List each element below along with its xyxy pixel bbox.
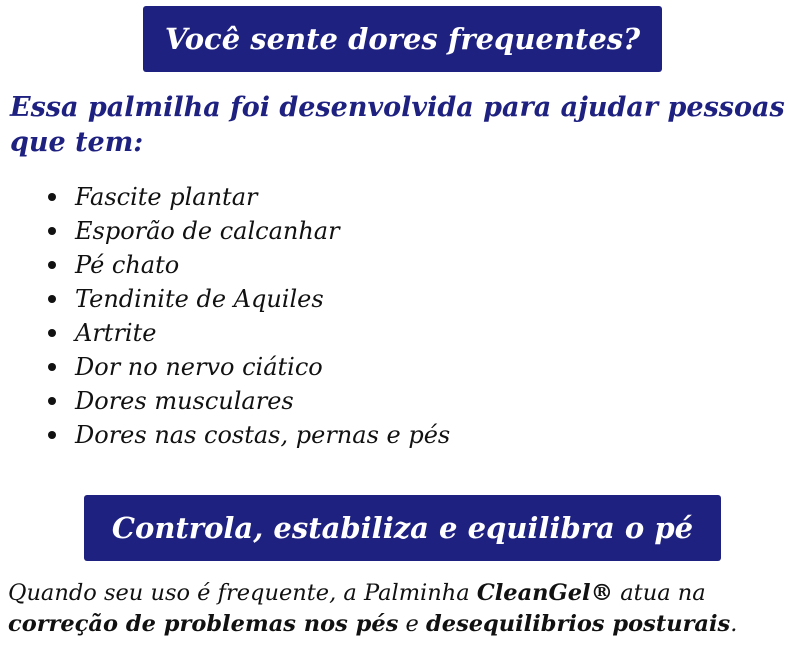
bullet-icon: [48, 329, 56, 337]
list-item-label: Tendinite de Aquiles: [75, 285, 324, 313]
list-item-label: Dor no nervo ciático: [75, 353, 323, 381]
footer-text-part3: e: [398, 611, 427, 637]
footer-text-part2: atua na: [613, 580, 706, 606]
footer-emphasis-posture: desequilibrios posturais: [426, 611, 731, 637]
benefit-banner-text: Controla, estabiliza e equilibra o pé: [111, 511, 694, 545]
list-item: [48, 350, 450, 384]
intro-heading: Essa palmilha foi desenvolvida para ajudar pessoas que tem:: [10, 92, 785, 158]
list-item-label: Esporão de calcanhar: [75, 217, 340, 245]
list-item-label: Artrite: [75, 319, 157, 347]
question-banner-text: Você sente dores frequentes?: [164, 22, 641, 56]
bullet-icon: [48, 431, 56, 439]
benefit-banner: [84, 495, 721, 561]
list-item-label: Fascite plantar: [75, 183, 258, 211]
bullet-icon: [48, 397, 56, 405]
footer-text-part1: Quando seu uso é frequente, a Palminha: [8, 580, 477, 606]
list-item: [48, 180, 450, 214]
list-item: [48, 282, 450, 316]
conditions-list: [48, 180, 450, 452]
brand-name: CleanGel®: [476, 580, 614, 606]
footer-text-part4: .: [730, 611, 738, 637]
list-item: [48, 214, 450, 248]
list-item-label: Dores nas costas, pernas e pés: [75, 421, 451, 449]
list-item: [48, 384, 450, 418]
footer-paragraph: [8, 578, 794, 640]
bullet-icon: [48, 227, 56, 235]
list-item: [48, 316, 450, 350]
list-item-label: Dores musculares: [75, 387, 294, 415]
bullet-icon: [48, 363, 56, 371]
list-item-label: Pé chato: [75, 251, 180, 279]
question-banner: [143, 6, 662, 72]
list-item: [48, 418, 450, 452]
bullet-icon: [48, 295, 56, 303]
bullet-icon: [48, 261, 56, 269]
list-item: [48, 248, 450, 282]
bullet-icon: [48, 193, 56, 201]
footer-emphasis-foot-problems: correção de problemas nos pés: [8, 611, 399, 637]
